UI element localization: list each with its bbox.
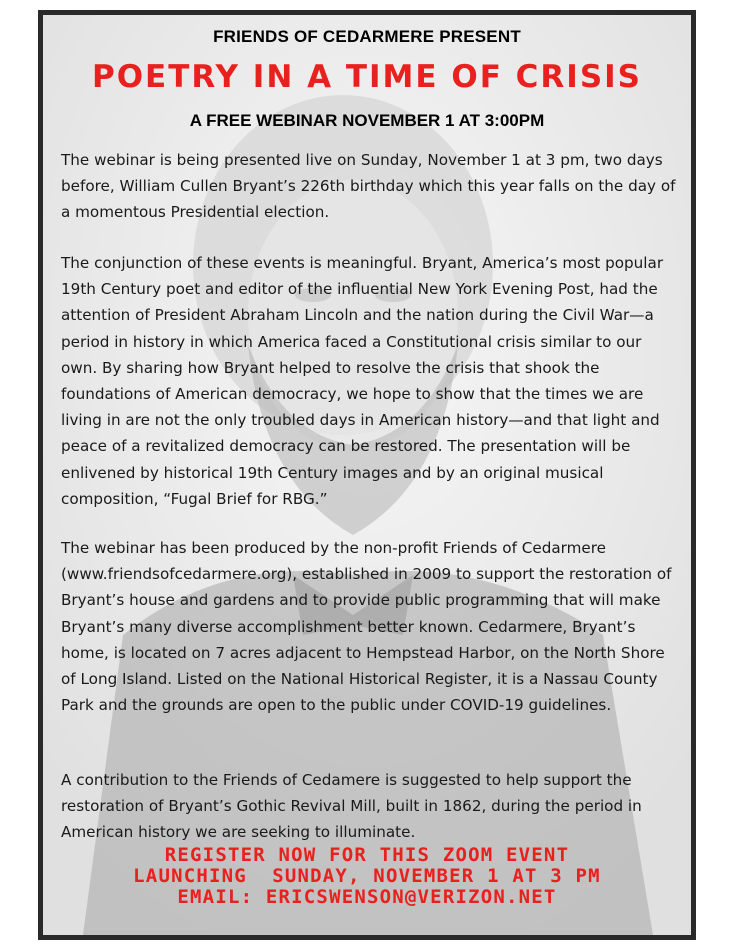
event-title: POETRY IN A TIME OF CRISIS xyxy=(91,59,643,95)
register-line: REGISTER NOW FOR THIS ZOOM EVENT xyxy=(164,844,570,866)
flyer-content xyxy=(43,15,691,935)
flyer-frame xyxy=(38,10,696,940)
register-email-line: EMAIL: ERICSWENSON@VERIZON.NET xyxy=(177,886,557,908)
paragraph-producer: The webinar has been produced by the non-profit Friends of Cedarmere (www.friendsofcedarmere.org), established in 2009 to support the restoration of Bryant’s house and gardens and to provide public programming that will make Bryant’s many diverse accomplishment better known. Cedarmere, Bryant’s home, is located on 7 acres adjacent to Hempstead Harbor, on the North Shore of Long Island. Listed on the National Historical Register, it is a Nassau County Park and the grounds are open to the public under COVID-19 guidelines. xyxy=(61,539,672,715)
paragraph-contribution: A contribution to the Friends of Cedamere is suggested to help support the restoration of Bryant’s Gothic Revival Mill, built in 1862, during the period in American history we are seeking to illuminate. xyxy=(61,771,642,842)
presenter-heading: FRIENDS OF CEDARMERE PRESENT xyxy=(213,27,521,46)
event-subtitle: A FREE WEBINAR NOVEMBER 1 AT 3:00PM xyxy=(189,111,545,130)
paragraph-intro: The webinar is being presented live on Sunday, November 1 at 3 pm, two days before, William Cullen Bryant’s 226th birthday which this year falls on the day of a momentous Presidential election. xyxy=(61,151,676,222)
register-callout xyxy=(43,845,691,908)
register-line: LAUNCHING SUNDAY, NOVEMBER 1 AT 3 PM xyxy=(133,865,601,887)
paragraph-conjunction: The conjunction of these events is meaningful. Bryant, America’s most popular 19th Century poet and editor of the influential New York Evening Post, had the attention of President Abraham Lincoln and the nation during the Civil War—a period in history in which America faced a Constitutional crisis similar to our own. By sharing how Bryant helped to resolve the crisis that shook the foundations of American democracy, we hope to show that the times we are living in are not the only troubled days in American history—and that light and peace of a revitalized democracy can be restored. The presentation will be enlivened by historical 19th Century images and by an original musical composition, “Fugal Brief for RBG.” xyxy=(61,254,664,508)
